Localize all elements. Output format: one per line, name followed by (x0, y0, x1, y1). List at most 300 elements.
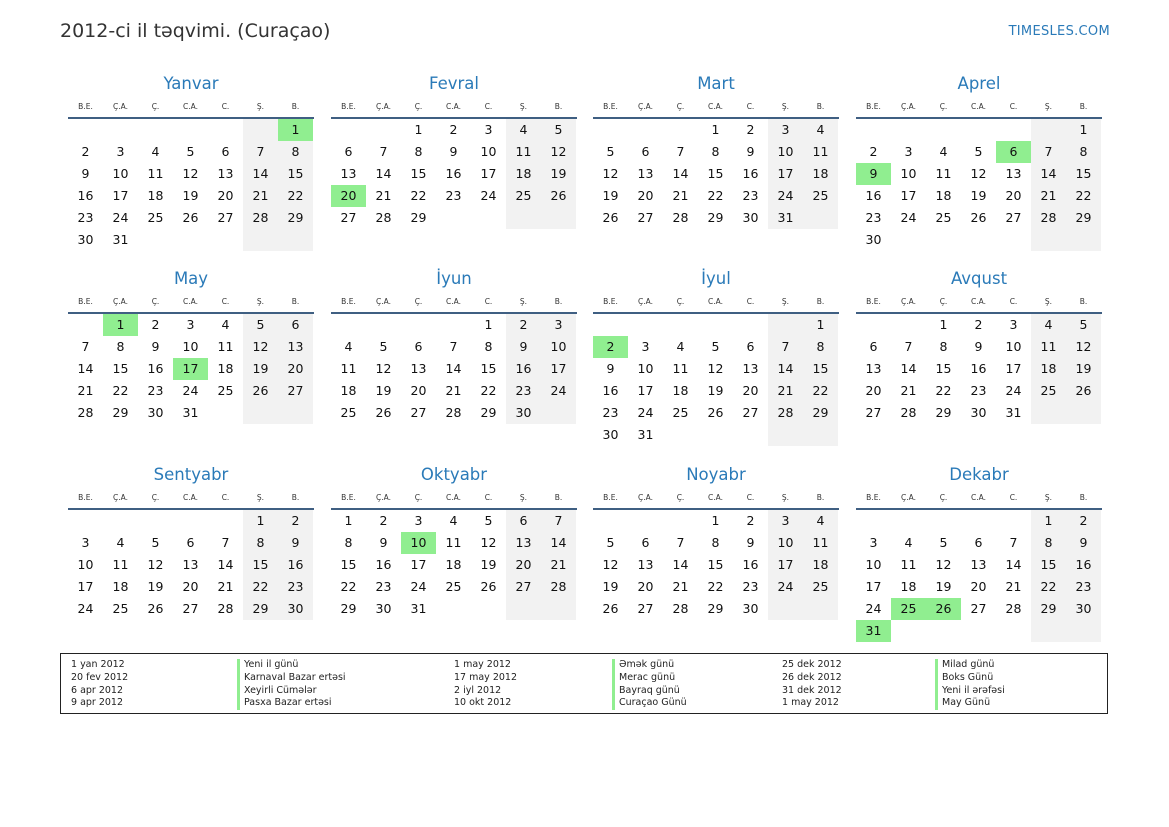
day-cell: 23 (375, 579, 392, 594)
weekday-label: B. (291, 297, 300, 306)
day-cell: 29 (410, 210, 427, 225)
day-cell: 29 (112, 405, 129, 420)
weekday-label: B.E. (603, 297, 618, 306)
day-cell: 5 (186, 144, 195, 159)
weekday-header (68, 100, 314, 114)
day-cell: 21 (900, 383, 917, 398)
days-grid (68, 510, 314, 620)
legend-names-col-1 (237, 659, 346, 710)
day-cell: 22 (340, 579, 357, 594)
weekday-label: C. (484, 493, 493, 502)
day-cell: 1 (414, 122, 423, 137)
weekday-label: Ç. (676, 297, 685, 306)
day-cell: 24 (637, 405, 654, 420)
empty-cell (663, 424, 698, 446)
days-grid (856, 119, 1102, 251)
day-cell: 8 (414, 144, 423, 159)
empty-cell (541, 207, 576, 229)
day-cell: 17 (410, 557, 427, 572)
day-cell: 7 (243, 141, 278, 163)
weekday-label: Ç. (414, 102, 423, 111)
day-cell: 27 (182, 601, 199, 616)
holiday-legend (60, 653, 1108, 714)
day-cell: 31 (637, 427, 654, 442)
day-cell: 25 (803, 576, 838, 598)
day-cell: 8 (803, 336, 838, 358)
day-cell: 12 (707, 361, 724, 376)
day-cell: 27 (217, 210, 234, 225)
day-cell: 4 (676, 339, 685, 354)
weekday-label: C.A. (970, 493, 986, 502)
weekday-header (68, 491, 314, 505)
weekday-label: B.E. (341, 493, 356, 502)
day-cell: 10 (182, 339, 199, 354)
weekday-label: C.A. (182, 102, 198, 111)
weekday-label: Ş. (256, 102, 265, 111)
holiday-day: 9 (856, 163, 891, 185)
day-cell: 24 (900, 210, 917, 225)
day-cell: 20 (217, 188, 234, 203)
day-cell: 17 (480, 166, 497, 181)
day-cell: 31 (182, 405, 199, 420)
day-cell: 13 (278, 336, 313, 358)
empty-cell (103, 510, 138, 532)
day-cell: 6 (278, 314, 313, 336)
day-cell: 10 (480, 144, 497, 159)
day-cell: 29 (803, 402, 838, 424)
empty-cell (68, 510, 103, 532)
weekday-label: C. (221, 493, 230, 502)
day-cell: 3 (116, 144, 125, 159)
day-cell: 23 (602, 405, 619, 420)
weekday-label: B. (816, 102, 825, 111)
legend-holiday-name: Milad günü (935, 659, 1005, 672)
day-cell: 22 (1066, 185, 1101, 207)
day-cell: 10 (541, 336, 576, 358)
day-cell: 28 (375, 210, 392, 225)
weekday-label: Ş. (781, 493, 790, 502)
month-block (68, 464, 314, 620)
day-cell: 9 (746, 535, 755, 550)
day-cell: 7 (379, 144, 388, 159)
day-cell: 2 (449, 122, 458, 137)
day-cell: 9 (151, 339, 160, 354)
empty-cell (663, 119, 698, 141)
day-cell: 22 (1031, 576, 1066, 598)
legend-date: 1 yan 2012 (71, 659, 125, 670)
day-cell: 5 (1066, 314, 1101, 336)
month-block (856, 268, 1102, 424)
day-cell: 10 (1005, 339, 1022, 354)
day-cell: 18 (112, 579, 129, 594)
day-cell: 28 (1031, 207, 1066, 229)
day-cell: 8 (1031, 532, 1066, 554)
month-block (593, 73, 839, 229)
day-cell: 3 (484, 122, 493, 137)
empty-cell (243, 229, 278, 251)
day-cell: 21 (672, 579, 689, 594)
day-cell: 9 (974, 339, 983, 354)
day-cell: 9 (506, 336, 541, 358)
day-cell: 8 (116, 339, 125, 354)
day-cell: 28 (77, 405, 94, 420)
month-name: İyul (701, 269, 731, 288)
weekday-label: Ç. (676, 493, 685, 502)
day-cell: 4 (803, 510, 838, 532)
month-name: Dekabr (949, 465, 1009, 484)
days-grid (331, 510, 577, 620)
day-cell: 23 (77, 210, 94, 225)
day-cell: 3 (414, 513, 423, 528)
weekday-label: Ç. (151, 102, 160, 111)
day-cell: 11 (445, 535, 462, 550)
day-cell: 5 (711, 339, 720, 354)
day-cell: 13 (637, 557, 654, 572)
day-cell: 4 (449, 513, 458, 528)
day-cell: 23 (147, 383, 164, 398)
day-cell: 24 (480, 188, 497, 203)
day-cell: 5 (606, 144, 615, 159)
day-cell: 6 (506, 510, 541, 532)
day-cell: 6 (221, 144, 230, 159)
holiday-day: 6 (996, 141, 1031, 163)
day-cell: 15 (707, 166, 724, 181)
month-name: Avqust (950, 269, 1008, 288)
day-cell: 13 (1005, 166, 1022, 181)
day-cell: 23 (970, 383, 987, 398)
day-cell: 4 (221, 317, 230, 332)
day-cell: 7 (221, 535, 230, 550)
day-cell: 13 (742, 361, 759, 376)
empty-cell (961, 510, 996, 532)
weekday-header (331, 100, 577, 114)
empty-cell (436, 314, 471, 336)
day-cell: 19 (375, 383, 392, 398)
day-cell: 12 (970, 166, 987, 181)
empty-cell (698, 424, 733, 446)
day-cell: 26 (243, 380, 278, 402)
day-cell: 9 (449, 144, 458, 159)
day-cell: 1 (484, 317, 493, 332)
day-cell: 19 (602, 579, 619, 594)
day-cell: 6 (746, 339, 755, 354)
day-cell: 25 (340, 405, 357, 420)
weekday-header (593, 295, 839, 309)
empty-cell (173, 229, 208, 251)
weekday-label: Ç. (151, 493, 160, 502)
weekday-label: B.E. (78, 102, 93, 111)
day-cell: 29 (707, 210, 724, 225)
empty-cell (208, 510, 243, 532)
day-cell: 29 (278, 207, 313, 229)
month-name: İyun (436, 269, 472, 288)
legend-dates-col-3 (782, 659, 842, 710)
month-block (856, 73, 1102, 251)
day-cell: 3 (81, 535, 90, 550)
weekday-label: Ç.A. (637, 102, 653, 111)
day-cell: 23 (742, 188, 759, 203)
weekday-label: Ş. (781, 297, 790, 306)
days-grid (331, 314, 577, 424)
weekday-label: Ş. (1044, 493, 1053, 502)
day-cell: 5 (541, 119, 576, 141)
day-cell: 9 (278, 532, 313, 554)
day-cell: 19 (935, 579, 952, 594)
weekday-label: B.E. (866, 102, 881, 111)
day-cell: 27 (506, 576, 541, 598)
legend-date: 1 may 2012 (454, 659, 511, 670)
day-cell: 29 (340, 601, 357, 616)
weekday-label: C.A. (445, 493, 461, 502)
weekday-label: C. (484, 297, 493, 306)
weekday-label: Ç.A. (375, 102, 391, 111)
month-block (331, 464, 577, 620)
weekday-label: C. (221, 102, 230, 111)
day-cell: 18 (445, 557, 462, 572)
day-cell: 14 (77, 361, 94, 376)
day-cell: 3 (541, 314, 576, 336)
day-cell: 26 (480, 579, 497, 594)
weekday-label: B.E. (866, 297, 881, 306)
day-cell: 29 (1031, 598, 1066, 620)
day-cell: 4 (116, 535, 125, 550)
holiday-day: 1 (278, 119, 313, 141)
weekday-label: Ş. (256, 493, 265, 502)
day-cell: 30 (375, 601, 392, 616)
empty-cell (926, 229, 961, 251)
day-cell: 6 (344, 144, 353, 159)
day-cell: 21 (1005, 579, 1022, 594)
weekday-label: Ç. (414, 297, 423, 306)
day-cell: 21 (217, 579, 234, 594)
empty-cell (208, 402, 243, 424)
legend-date: 26 dek 2012 (782, 671, 842, 683)
day-cell: 28 (900, 405, 917, 420)
empty-cell (698, 314, 733, 336)
day-cell: 29 (935, 405, 952, 420)
day-cell: 19 (1066, 358, 1101, 380)
day-cell: 22 (707, 579, 724, 594)
day-cell: 30 (970, 405, 987, 420)
day-cell: 17 (768, 554, 803, 576)
day-cell: 9 (746, 144, 755, 159)
day-cell: 21 (445, 383, 462, 398)
holiday-day: 26 (926, 598, 961, 620)
weekday-label: Ç. (939, 297, 948, 306)
weekday-label: B. (291, 102, 300, 111)
day-cell: 5 (151, 535, 160, 550)
weekday-label: B.E. (78, 297, 93, 306)
weekday-header (593, 100, 839, 114)
day-cell: 30 (1066, 598, 1101, 620)
day-cell: 20 (970, 579, 987, 594)
month-name: Yanvar (163, 74, 219, 93)
empty-cell (471, 207, 506, 229)
empty-cell (593, 314, 628, 336)
empty-cell (401, 314, 436, 336)
day-cell: 3 (186, 317, 195, 332)
weekday-label: Ş. (519, 102, 528, 111)
weekday-label: C. (221, 297, 230, 306)
day-cell: 26 (147, 601, 164, 616)
day-cell: 20 (410, 383, 427, 398)
day-cell: 11 (147, 166, 164, 181)
empty-cell (278, 229, 313, 251)
legend-holiday-name: Karnaval Bazar ertəsi (237, 672, 346, 685)
empty-cell (208, 229, 243, 251)
weekday-label: C.A. (707, 102, 723, 111)
day-cell: 24 (77, 601, 94, 616)
day-cell: 17 (77, 579, 94, 594)
month-name: Oktyabr (420, 465, 488, 484)
timesles-link[interactable]: TIMESLES.COM (1008, 24, 1110, 39)
day-cell: 29 (480, 405, 497, 420)
day-cell: 16 (375, 557, 392, 572)
weekday-label: Ç.A. (112, 102, 128, 111)
day-cell: 12 (182, 166, 199, 181)
day-cell: 19 (970, 188, 987, 203)
day-cell: 4 (344, 339, 353, 354)
day-cell: 18 (672, 383, 689, 398)
day-cell: 30 (278, 598, 313, 620)
month-name: Noyabr (686, 465, 746, 484)
empty-cell (208, 119, 243, 141)
day-cell: 12 (1066, 336, 1101, 358)
days-grid (856, 510, 1102, 642)
day-cell: 15 (803, 358, 838, 380)
weekday-label: B.E. (78, 493, 93, 502)
day-cell: 30 (77, 232, 94, 247)
month-block (593, 464, 839, 620)
legend-holiday-name: Boks Günü (935, 672, 1005, 685)
empty-cell (1066, 229, 1101, 251)
day-cell: 25 (1031, 380, 1066, 402)
day-cell: 25 (217, 383, 234, 398)
legend-names-col-2 (612, 659, 687, 710)
day-cell: 30 (742, 210, 759, 225)
month-name: Mart (697, 74, 735, 93)
days-grid (68, 119, 314, 251)
empty-cell (856, 119, 891, 141)
day-cell: 10 (865, 557, 882, 572)
day-cell: 22 (707, 188, 724, 203)
weekday-label: B.E. (603, 102, 618, 111)
weekday-label: B.E. (341, 297, 356, 306)
month-block (593, 268, 839, 446)
day-cell: 25 (672, 405, 689, 420)
day-cell: 11 (672, 361, 689, 376)
weekday-label: Ç.A. (900, 493, 916, 502)
day-cell: 16 (865, 188, 882, 203)
day-cell: 31 (410, 601, 427, 616)
weekday-label: C.A. (970, 297, 986, 306)
day-cell: 14 (1005, 557, 1022, 572)
weekday-header (593, 491, 839, 505)
empty-cell (243, 402, 278, 424)
day-cell: 1 (711, 513, 720, 528)
day-cell: 22 (243, 576, 278, 598)
day-cell: 6 (641, 535, 650, 550)
day-cell: 21 (1031, 185, 1066, 207)
day-cell: 24 (410, 579, 427, 594)
empty-cell (768, 424, 803, 446)
day-cell: 14 (375, 166, 392, 181)
day-cell: 11 (1031, 336, 1066, 358)
day-cell: 13 (506, 532, 541, 554)
day-cell: 16 (742, 166, 759, 181)
day-cell: 31 (1005, 405, 1022, 420)
weekday-header (856, 100, 1102, 114)
day-cell: 14 (541, 532, 576, 554)
legend-holiday-name: May Günü (935, 697, 1005, 710)
day-cell: 26 (375, 405, 392, 420)
day-cell: 26 (970, 210, 987, 225)
legend-date: 17 may 2012 (454, 671, 518, 683)
day-cell: 28 (217, 601, 234, 616)
day-cell: 24 (768, 576, 803, 598)
day-cell: 17 (768, 163, 803, 185)
day-cell: 28 (672, 601, 689, 616)
day-cell: 24 (768, 185, 803, 207)
day-cell: 6 (869, 339, 878, 354)
day-cell: 12 (480, 535, 497, 550)
day-cell: 15 (1066, 163, 1101, 185)
legend-date: 10 okt 2012 (454, 697, 512, 709)
day-cell: 2 (81, 144, 90, 159)
weekday-label: C. (746, 297, 755, 306)
day-cell: 7 (81, 339, 90, 354)
day-cell: 2 (278, 510, 313, 532)
days-grid (593, 119, 839, 229)
day-cell: 5 (974, 144, 983, 159)
day-cell: 1 (1066, 119, 1101, 141)
empty-cell (331, 314, 366, 336)
empty-cell (1031, 229, 1066, 251)
day-cell: 27 (340, 210, 357, 225)
day-cell: 2 (379, 513, 388, 528)
weekday-label: C. (1009, 493, 1018, 502)
weekday-label: B. (291, 493, 300, 502)
day-cell: 12 (147, 557, 164, 572)
weekday-label: Ç.A. (900, 297, 916, 306)
days-grid (593, 510, 839, 620)
day-cell: 8 (278, 141, 313, 163)
holiday-day: 17 (173, 358, 208, 380)
weekday-label: C. (484, 102, 493, 111)
empty-cell (471, 598, 506, 620)
empty-cell (768, 598, 803, 620)
weekday-label: Ş. (781, 102, 790, 111)
weekday-label: Ç. (151, 297, 160, 306)
day-cell: 19 (602, 188, 619, 203)
day-cell: 7 (1031, 141, 1066, 163)
day-cell: 6 (641, 144, 650, 159)
day-cell: 16 (77, 188, 94, 203)
month-block (331, 268, 577, 424)
day-cell: 7 (676, 535, 685, 550)
day-cell: 12 (602, 557, 619, 572)
empty-cell (996, 119, 1031, 141)
day-cell: 20 (637, 188, 654, 203)
weekday-label: Ş. (256, 297, 265, 306)
day-cell: 16 (970, 361, 987, 376)
legend-names-col-3 (935, 659, 1005, 710)
empty-cell (278, 402, 313, 424)
weekday-label: B. (1079, 297, 1088, 306)
day-cell: 27 (278, 380, 313, 402)
day-cell: 28 (445, 405, 462, 420)
day-cell: 4 (506, 119, 541, 141)
